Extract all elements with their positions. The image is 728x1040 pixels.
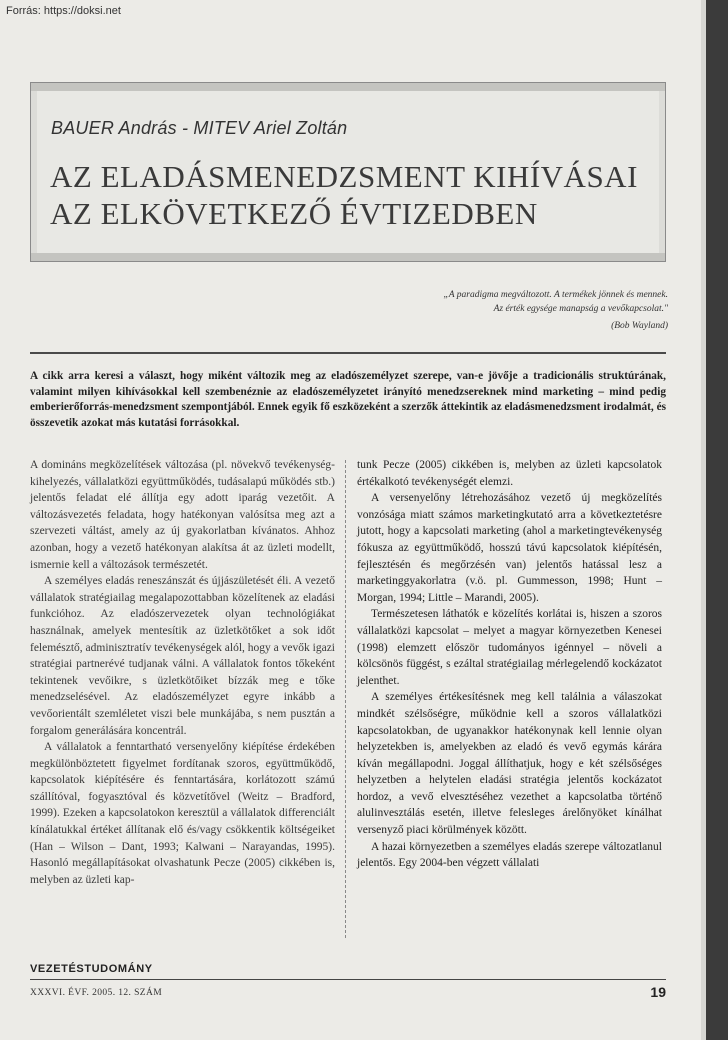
column-separator bbox=[345, 460, 346, 938]
paragraph: Természetesen láthatók e közelítés korlátai is, hiszen a szoros vállalatközi kapcsolat – melyet a magyar környezetben Kenesei (1998) elemzett először tudományos igénnyel – növeli a kölcsönös függést, s ezáltal stratégiailag mérlegelendő kockázatot jelenthet. bbox=[357, 608, 662, 687]
paragraph: A hazai környezetben a személyes eladás szerepe változatlanul jelentős. Egy 2004-ben végzett vállalati bbox=[357, 840, 662, 870]
page-edge-shadow bbox=[706, 0, 728, 1040]
paragraph: A személyes értékesítésnek meg kell találnia a válaszokat mindkét szélsőségre, működnie kell a szoros vállalatközi kapcsolatokban, de ugyanakkor hatékonynak kell lennie olyan helyzetekben is, amelyekben az eladó és vevő egymás kárára kíván megállapodni. Joggal állíthatjuk, hogy e két szélsőséges helyzetben a helytelen eladási stratégia jelentős kockázatot hordoz, a vevő elvesztéséhez vezethet a kapcsolatba történő alulinvesztálás esetén, illetve felesleges árelőnyöket kínálhat versenyző piaci körülmények között. bbox=[357, 691, 662, 837]
title-line-2: AZ ELKÖVETKEZŐ ÉVTIZEDBEN bbox=[50, 196, 538, 231]
epigraph-line-1: „A paradigma megváltozott. A termékek jönnek és mennek. bbox=[443, 290, 668, 300]
title-line-1: AZ ELADÁSMENEDZSMENT KIHÍVÁSAI bbox=[50, 159, 638, 194]
epigraph-line-2: Az érték egysége manapság a vevőkapcsolat." bbox=[493, 304, 668, 314]
page-number: 19 bbox=[650, 984, 666, 1000]
article-authors: BAUER András - MITEV Ariel Zoltán bbox=[51, 118, 348, 138]
paragraph: A személyes eladás reneszánszát és újjászületését éli. A vezető vállalatok stratégiailag megalapozottabban közelítenek az eladási funkcióhoz. Az eladószervezetek olyan technológiákat használnak, amelyek mentesítik az üzletkötőket a sok időt felemésztő, adminisztratív tevékenységek alól, hogy a vevők igazi stratégiai partnerévé tudjanak válni. A vállalatok fontos tőkeként tekintenek vevőikre, s üzletkötőiket bízzák meg e tőke menedzselésével. Az eladószemélyzet egyre inkább a vevőorientált szemléletet viszi bele munkájába, s nem pusztán a forgalom generálására koncentrál. bbox=[30, 575, 335, 737]
article-title bbox=[50, 158, 660, 232]
journal-name: VEZETÉSTUDOMÁNY bbox=[30, 963, 153, 975]
right-column bbox=[357, 457, 662, 872]
footer-divider bbox=[30, 979, 666, 980]
epigraph bbox=[443, 288, 668, 333]
epigraph-author: (Bob Wayland) bbox=[611, 321, 668, 331]
issue-info: XXXVI. ÉVF. 2005. 12. SZÁM bbox=[30, 988, 163, 998]
paragraph: A versenyelőny létrehozásához vezető új megközelítés vonzósága miatt számos marketingkutató arra a következtetésre jutott, hogy a kapcsolati marketing (ahol a marketingtevékenység fókusza az együttműködő, hosszú távú kapcsolatok kiépítésén, fejlesztésén és megőrzésén van) jelentős hatással lesz a marketinggyakorlatra (v.ö. pl. Gummesson, 1998; Hunt – Morgan, 1994; Little – Marandi, 2005). bbox=[357, 492, 662, 604]
source-watermark: Forrás: https://doksi.net bbox=[6, 5, 121, 17]
paragraph: tunk Pecze (2005) cikkében is, melyben az üzleti kapcsolatok értékalkotó tevékenységét elemzi. bbox=[357, 459, 662, 488]
left-column bbox=[30, 457, 335, 888]
paragraph: A domináns megközelítések változása (pl. növekvő tevékenység-kihelyezés, vállalatközi együttműködés, tudásalapú működés stb.) jelentős feladat elé állítja egy adott iparág vezetőit. A változásvezetés feladata, hogy hatékonyan valósítsa meg azt a szervezeti váltást, amely az új gyakorlatban kívánatos. Ahhoz azonban, hogy a vezető hatékonyan alakítsa át az üzleti modellt, ismernie kell a változások természetét. bbox=[30, 459, 335, 571]
paragraph: A vállalatok a fenntartható versenyelőny kiépítése érdekében megkülönböztetett figyelmet fordítanak szoros, együttműködő, kapcsolatok kiépítésére és fenntartására, korlátozott számú szállítóval, fogyasztóval és közvetítővel (Weitz – Bradford, 1999). Ezeken a kapcsolatokon keresztül a vállalatok differenciált kínálatukkal értéket állítanak elő és/vagy csökkentik költségeiket (Han – Wilson – Dant, 1993; Kalwani – Narayandas, 1995). Hasonló megállapításokat olvashatunk Pecze (2005) cikkében is, melyben az üzleti kap- bbox=[30, 741, 335, 886]
abstract-divider bbox=[30, 352, 666, 354]
abstract: A cikk arra keresi a választ, hogy miként változik meg az eladószemélyzet szerepe, van-e jövője a tradicionális struktúrának, valamint milyen kihívásokkal kell szembenéznie az eladószemélyzetet irányító menedzsereknek mind marketing – mind pedig emberierőforrás-menedzsment szempontjából. Ennek egyik fő eszközeként a szerzők áttekintik az eladásmenedzsment irodalmát, és összevetik azokat más kutatási forrásokkal. bbox=[30, 370, 666, 429]
